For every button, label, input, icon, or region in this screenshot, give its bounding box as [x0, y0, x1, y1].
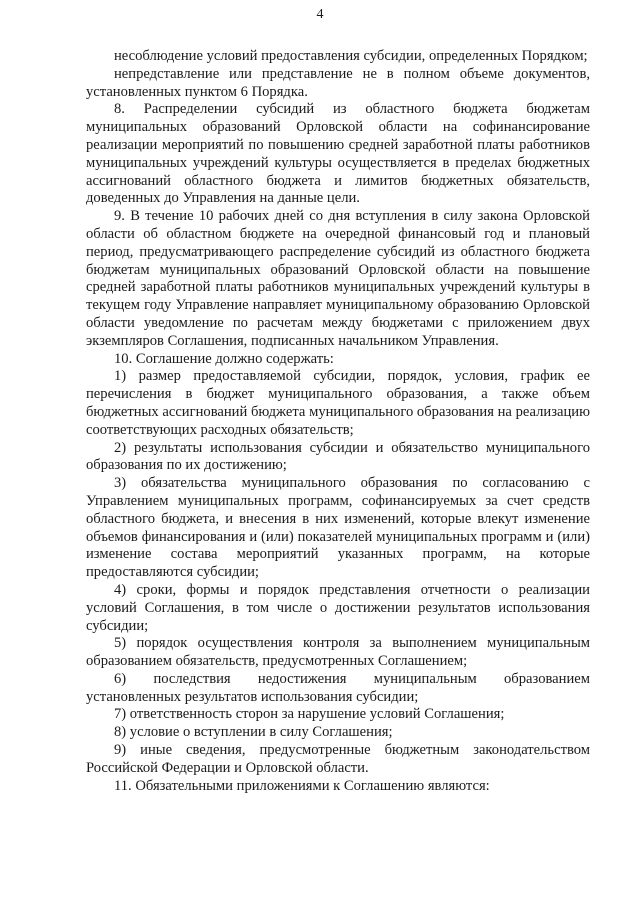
list-item-10-8: 8) условие о вступлении в силу Соглашения;: [114, 724, 393, 741]
paragraph-item-9: 9. В течение 10 рабочих дней со дня вступления в силу закона Орловской области об областном бюджете на очередной финансовый год и плановый период, предусматривающего распределение субсидий из областного бюджета бюджетам муниципальных образований Орловской области на повышение средней заработной платы работников муниципальных учреждений культуры в текущем году Управление направляет муниципальному образованию Орловской области уведомление по расчетам между бюджетами с приложением двух экземпляров Соглашения, подписанных начальником Управления.: [86, 208, 590, 349]
paragraph-condition-nonsubmission: непредставление или представление не в полном объеме документов, установленных пунктом 6 Порядка.: [86, 65, 590, 100]
list-item-10-3: 3) обязательства муниципального образования по согласованию с Управлением муниципальных программ, софинансируемых за счет средств областного бюджета, и внесения в них изменений, которые влекут изменение объемов финансирования и (или) показателей муниципальных программ и (или) изменение состава мероприятий указанных программ, на которые предоставляются субсидии;: [86, 475, 590, 581]
list-item-10-7: 7) ответственность сторон за нарушение условий Соглашения;: [114, 706, 505, 723]
list-item-10-5: 5) порядок осуществления контроля за выполнением муниципальным образованием обязательств, предусмотренных Соглашением;: [86, 635, 590, 670]
list-item-10-2: 2) результаты использования субсидии и обязательство муниципального образования по их достижению;: [86, 439, 590, 474]
list-item-10-6: 6) последствия недостижения муниципальным образованием установленных результатов использования субсидии;: [86, 670, 590, 705]
document-body: [86, 48, 590, 795]
list-item-10-4: 4) сроки, формы и порядок представления отчетности о реализации условий Соглашения, в том числе о достижении результатов использования субсидии;: [86, 581, 590, 634]
paragraph-item-10: 10. Соглашение должно содержать:: [114, 350, 334, 367]
paragraph-item-11: 11. Обязательными приложениями к Соглашению являются:: [114, 777, 490, 794]
paragraph-condition-noncompliance: несоблюдение условий предоставления субсидии, определенных Порядком;: [114, 48, 588, 64]
list-item-10-9: 9) иные сведения, предусмотренные бюджетным законодательством Российской Федерации и Орловской области.: [86, 742, 590, 776]
page-number: 4: [316, 7, 324, 22]
list-item-10-1: 1) размер предоставляемой субсидии, порядок, условия, график ее перечисления в бюджет муниципального образования, а также объем бюджетных ассигнований бюджета муниципального образования на реализацию соответствующих расходных обязательств;: [86, 368, 590, 438]
paragraph-item-8: 8. Распределении субсидий из областного бюджета бюджетам муниципальных образований Орловской области на софинансирование реализации мероприятий по повышению средней заработной платы работников муниципальных учреждений культуры осуществляется в пределах бюджетных ассигнований областного бюджета и лимитов бюджетных обязательств, доведенных до Управления на данные цели.: [86, 101, 590, 207]
